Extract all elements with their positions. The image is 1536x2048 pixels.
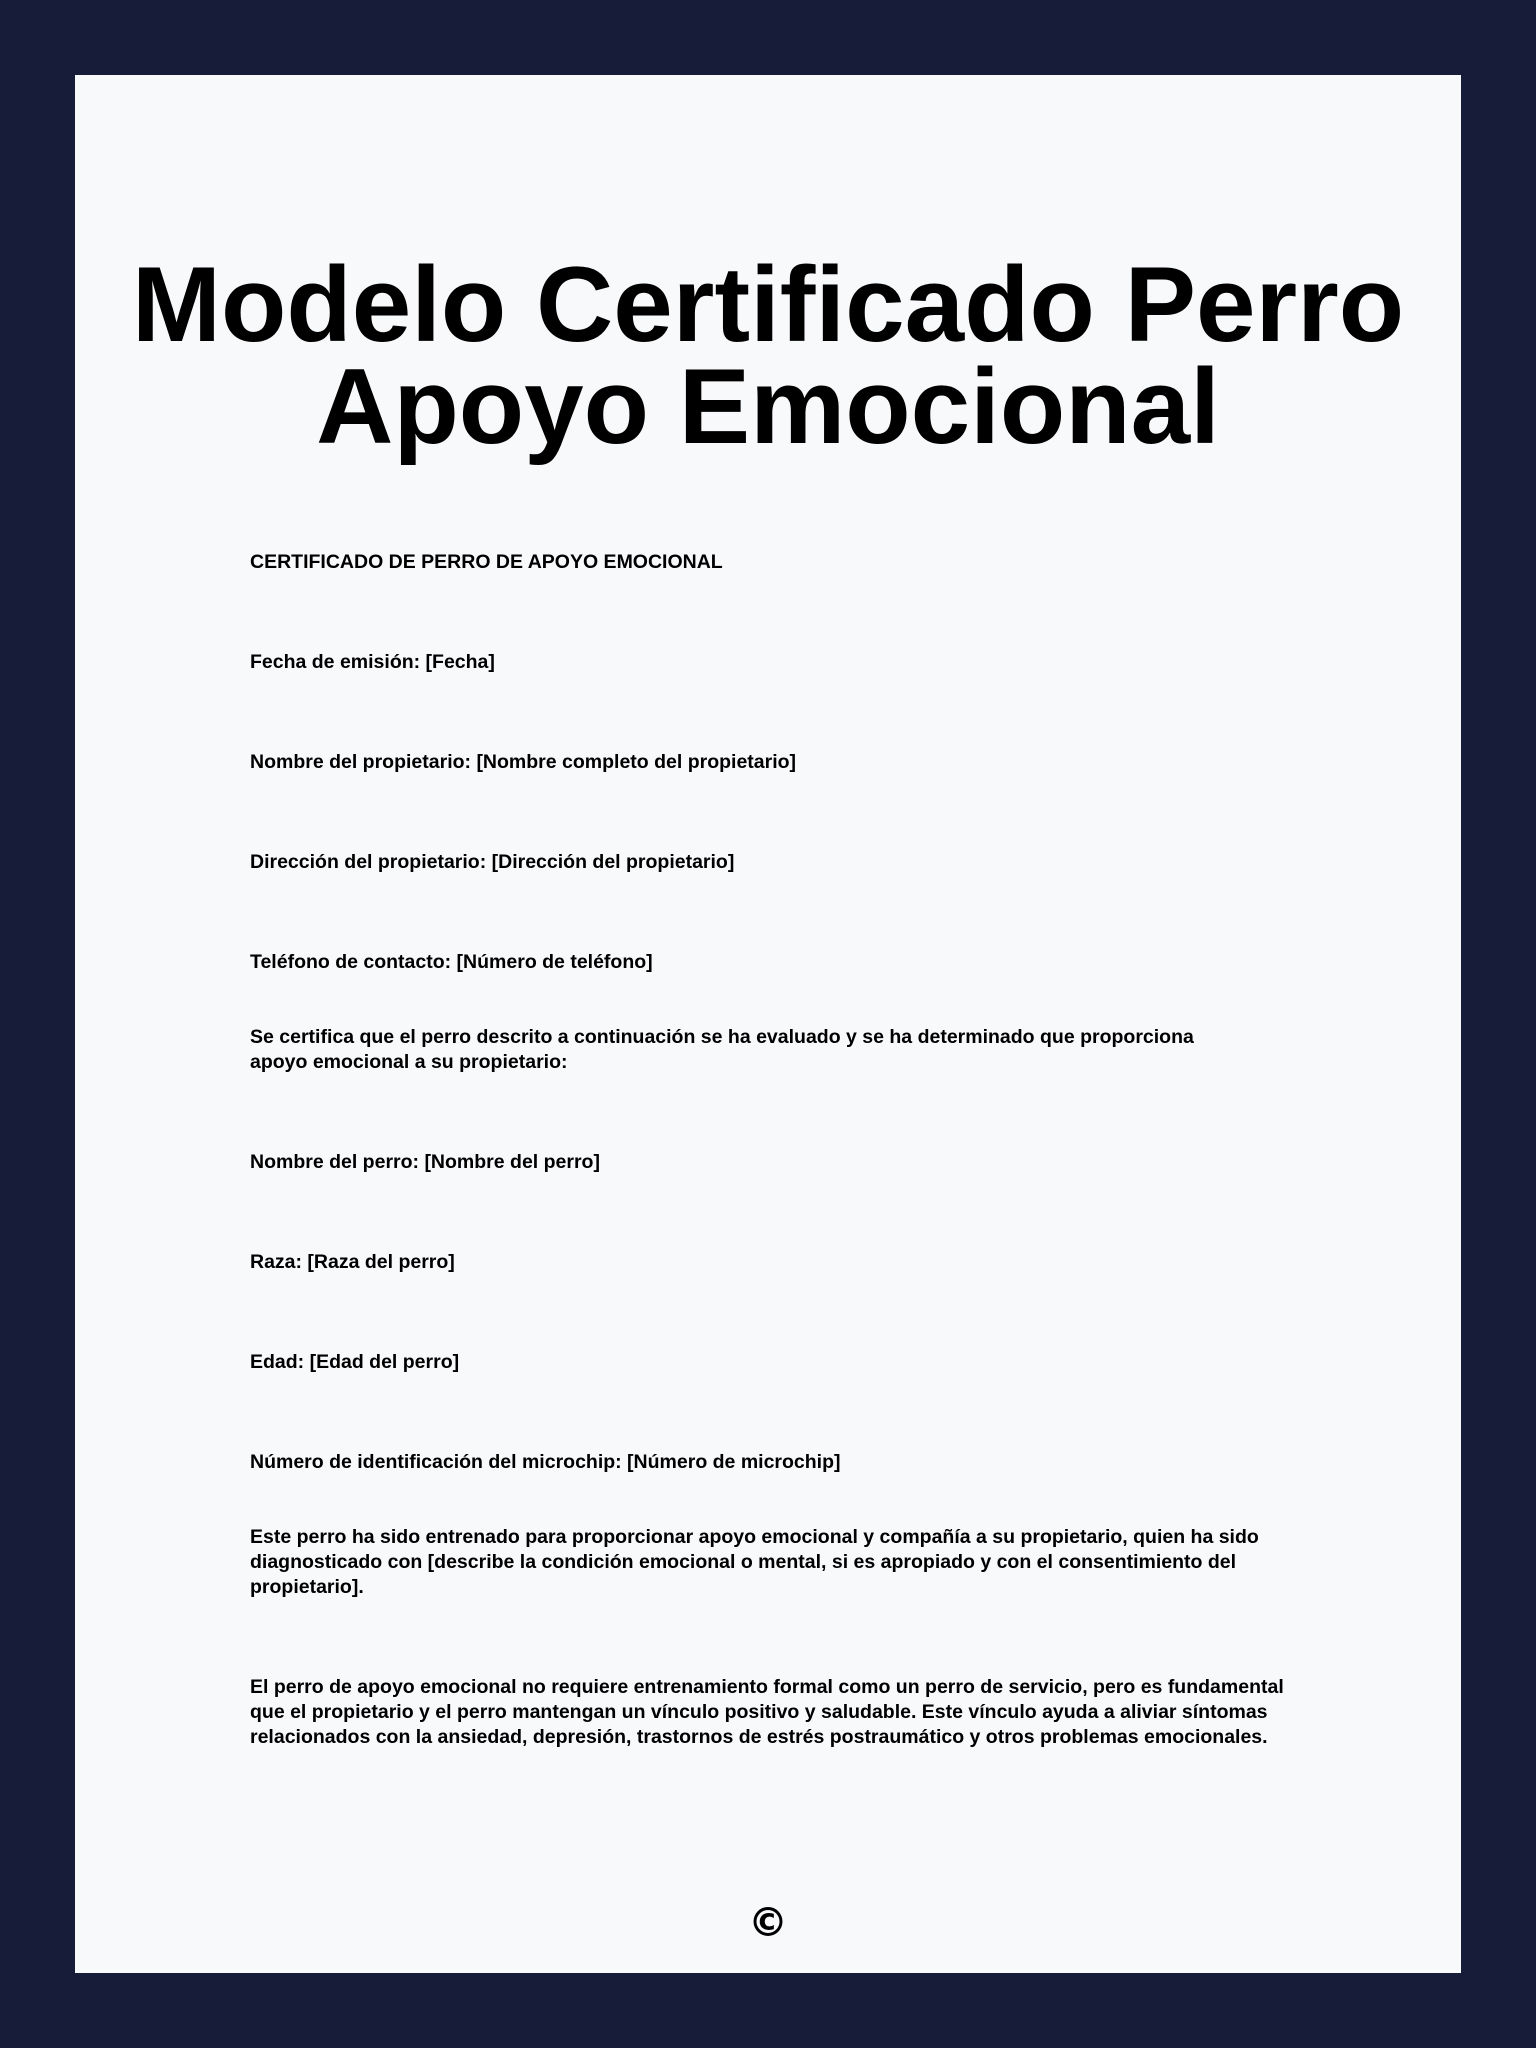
- microchip-field: Número de identificación del microchip: [Número de microchip]: [250, 1451, 841, 1473]
- copyright-icon: ©: [748, 1900, 788, 1946]
- bond-paragraph: El perro de apoyo emocional no requiere entrenamiento formal como un perro de servicio, pero es fundamental que el propietario y el perro mantengan un vínculo positivo y saludable. Este vínculo ayuda a aliviar síntomas relacionados con la ansiedad, depresión, trastornos de estrés postraumático y otros problemas emocionales.: [250, 1676, 1284, 1748]
- issue-date-field: Fecha de emisión: [Fecha]: [250, 651, 495, 673]
- dog-breed-field: Raza: [Raza del perro]: [250, 1251, 455, 1273]
- dog-age-field: Edad: [Edad del perro]: [250, 1351, 460, 1373]
- certificate-page: [75, 75, 1461, 1973]
- owner-address-field: Dirección del propietario: [Dirección del propietario]: [250, 851, 735, 873]
- owner-name-field: Nombre del propietario: [Nombre completo del propietario]: [250, 751, 797, 773]
- certification-statement: Se certifica que el perro descrito a continuación se ha evaluado y se ha determinado que proporciona apoyo emocional a su propietario:: [250, 1026, 1194, 1073]
- dog-name-field: Nombre del perro: [Nombre del perro]: [250, 1151, 600, 1173]
- contact-phone-field: Teléfono de contacto: [Número de teléfono]: [250, 951, 653, 973]
- training-paragraph: Este perro ha sido entrenado para proporcionar apoyo emocional y compañía a su propietario, quien ha sido diagnosticado con [describe la condición emocional o mental, si es apropiado y con el consentimiento del propietario].: [250, 1526, 1259, 1598]
- document-title: Modelo Certificado Perro Apoyo Emocional: [131, 244, 1405, 466]
- certificate-heading: CERTIFICADO DE PERRO DE APOYO EMOCIONAL: [250, 551, 723, 573]
